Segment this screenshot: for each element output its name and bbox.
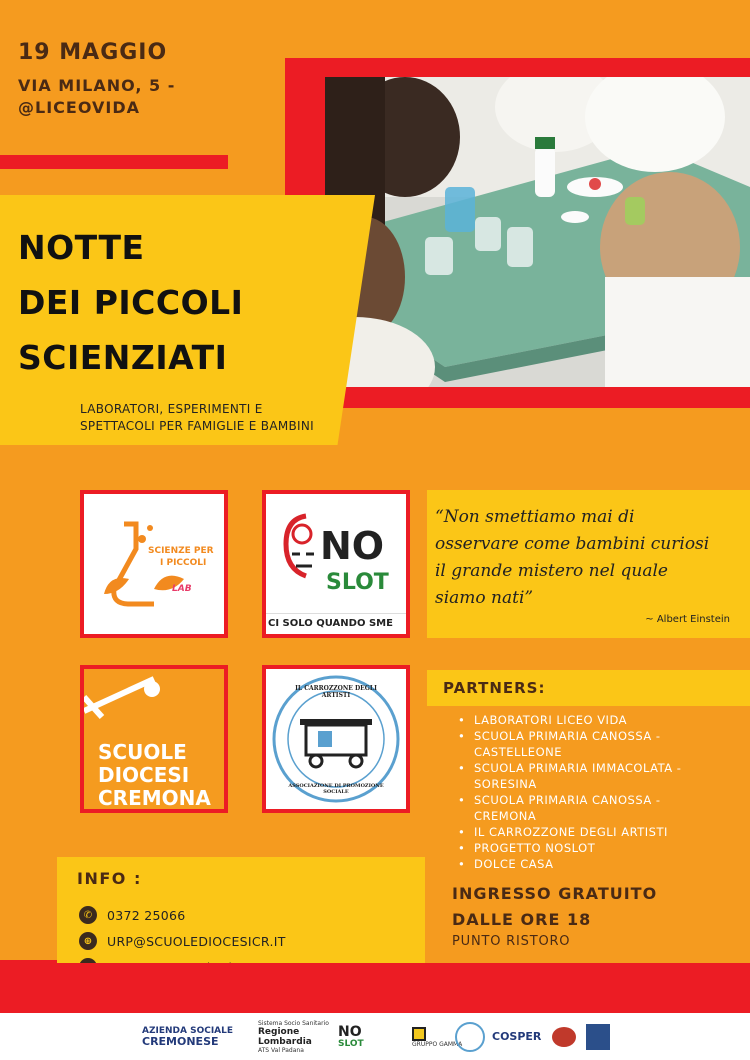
bottom-red-band — [0, 963, 750, 1013]
logo-noslot — [262, 490, 410, 638]
subtitle-line-2: SPETTACOLI PER FAMIGLIE E BAMBINI — [80, 419, 314, 433]
partner-item: • SCUOLA PRIMARIA IMMACOLATA - — [458, 760, 748, 776]
scienze-text-1: SCIENZE PER — [148, 546, 214, 556]
sponsor-orange-logo — [552, 1019, 576, 1055]
info-title: INFO : — [77, 869, 142, 888]
info-phone-row — [79, 905, 186, 925]
sponsor-regione-lombardia — [258, 1019, 329, 1055]
red-accent-bar — [0, 155, 228, 169]
event-address: VIA MILANO, 5 - — [18, 76, 176, 95]
phone-icon: ✆ — [79, 906, 97, 924]
quote-line-1: “Non smettiamo mai di — [435, 507, 635, 527]
logo-carrozzone-degli-artisti — [262, 665, 410, 813]
scuole-line-2: DIOCESI — [98, 763, 190, 787]
noslot-slot-text: SLOT — [326, 570, 389, 595]
globe-icon: ⊕ — [79, 932, 97, 950]
title-line-3: SCIENZIATI — [18, 338, 228, 377]
sponsor-building-logo — [586, 1019, 610, 1055]
partner-item: • PROGETTO NOSLOT — [458, 840, 748, 856]
quote-line-4: siamo nati” — [435, 588, 534, 608]
regione-name-2: Lombardia — [258, 1037, 312, 1047]
info-phone[interactable]: 0372 25066 — [107, 907, 186, 923]
azienda-top: AZIENDA SOCIALE — [142, 1026, 234, 1036]
sponsor-noslot-slot: SLOT — [338, 1039, 364, 1049]
sponsor-bar — [0, 1013, 750, 1060]
partner-item-continuation: CREMONA — [474, 809, 537, 823]
scuole-line-3: CREMONA — [98, 786, 211, 810]
carrozzone-association: ASSOCIAZIONE DI PROMOZIONE SOCIALE — [288, 783, 384, 795]
logo-scienze-per-i-piccoli — [80, 490, 228, 638]
partner-item-continuation: SORESINA — [474, 777, 537, 791]
regione-name-1: Regione — [258, 1027, 300, 1037]
partner-item: • IL CARROZZONE DEGLI ARTISTI — [458, 824, 748, 840]
subtitle-line-1: LABORATORI, ESPERIMENTI E — [80, 402, 263, 416]
noslot-tagline: CI SOLO QUANDO SME — [266, 613, 406, 634]
regione-ats: ATS Val Padana — [258, 1047, 304, 1054]
title-line-2: DEI PICCOLI — [18, 283, 244, 322]
partner-item-continuation: CASTELLEONE — [474, 745, 562, 759]
sponsor-azienda-sociale — [142, 1019, 233, 1055]
azienda-bottom: CREMONESE — [142, 1035, 219, 1048]
partner-item: • SCUOLA PRIMARIA CANOSSA - — [458, 728, 748, 744]
event-date: 19 MAGGIO — [18, 40, 168, 65]
children-experiment-illustration — [325, 77, 750, 387]
partner-item: • SCUOLA PRIMARIA CANOSSA - — [458, 792, 748, 808]
gamma-square-icon — [412, 1027, 426, 1041]
quote-box — [427, 490, 750, 638]
partners-list — [458, 712, 748, 872]
partners-header — [427, 670, 750, 706]
scuole-pen-icon — [84, 669, 224, 729]
logo-scuole-diocesi-cremona — [80, 665, 228, 813]
sponsor-circle-logo — [455, 1019, 485, 1055]
noslot-no-text: NO — [320, 524, 385, 568]
lab-badge: LAB — [172, 584, 192, 594]
quote-author: ~ Albert Einstein — [645, 614, 730, 625]
carrozzone-name: IL CARROZZONE DEGLI ARTISTI — [295, 685, 377, 699]
entry-time: DALLE ORE 18 — [452, 910, 592, 929]
free-entry: INGRESSO GRATUITO — [452, 884, 658, 903]
orange-logo-icon — [552, 1027, 576, 1047]
partner-item: • DOLCE CASA — [458, 856, 748, 872]
einstein-quote — [435, 504, 745, 612]
event-handle: @LICEOVIDA — [18, 98, 140, 117]
title-line-1: NOTTE — [18, 228, 145, 267]
regione-small: Sistema Socio Sanitario — [258, 1020, 329, 1027]
sponsor-noslot — [338, 1019, 364, 1055]
scuole-line-1: SCUOLE — [98, 740, 187, 764]
quote-line-3: il grande mistero nel quale — [435, 561, 668, 581]
scienze-text-2: I PICCOLI — [160, 558, 207, 568]
partner-item: • LABORATORI LICEO VIDA — [458, 712, 748, 728]
sponsor-cosper — [492, 1019, 541, 1055]
refreshment-point: PUNTO RISTORO — [452, 934, 571, 949]
building-logo-icon — [586, 1024, 610, 1050]
circle-logo-icon — [455, 1022, 485, 1052]
gamma-text: GRUPPO GAMMA — [412, 1040, 463, 1048]
cosper-text: COSPER — [492, 1030, 542, 1043]
info-email-row — [79, 931, 286, 951]
children-experiment-photo — [325, 77, 750, 387]
partners-title: PARTNERS: — [443, 679, 546, 697]
info-email[interactable]: URP@SCUOLEDIOCESICR.IT — [107, 933, 286, 949]
quote-line-2: osservare come bambini curiosi — [435, 534, 710, 554]
sponsor-noslot-no: NO — [338, 1024, 362, 1040]
